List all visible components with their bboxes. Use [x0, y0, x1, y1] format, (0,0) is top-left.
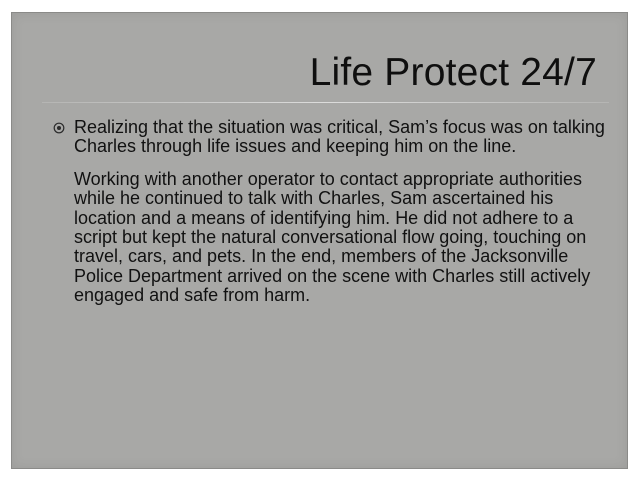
slide [11, 12, 628, 469]
slide-title: Life Protect 24/7 [309, 51, 597, 94]
bullet-paragraph-1: Realizing that the situation was critical, Sam’s focus was on talking Charles through life issues and keeping him on the line. [74, 117, 605, 157]
slide-body [51, 118, 616, 306]
title-divider [42, 102, 609, 103]
bullet-item [51, 118, 616, 157]
circled-dot-icon [53, 122, 65, 134]
body-paragraph-2: Working with another operator to contact appropriate authorities while he continued to talk with Charles, Sam ascertained his location and a means of identifying him. He did not adhere to a script but kept the natural conversational flow going, touching on travel, cars, and pets. In the end, members of the Jacksonville Police Department arrived on the scene with Charles still actively engaged and safe from harm. [74, 168, 591, 306]
